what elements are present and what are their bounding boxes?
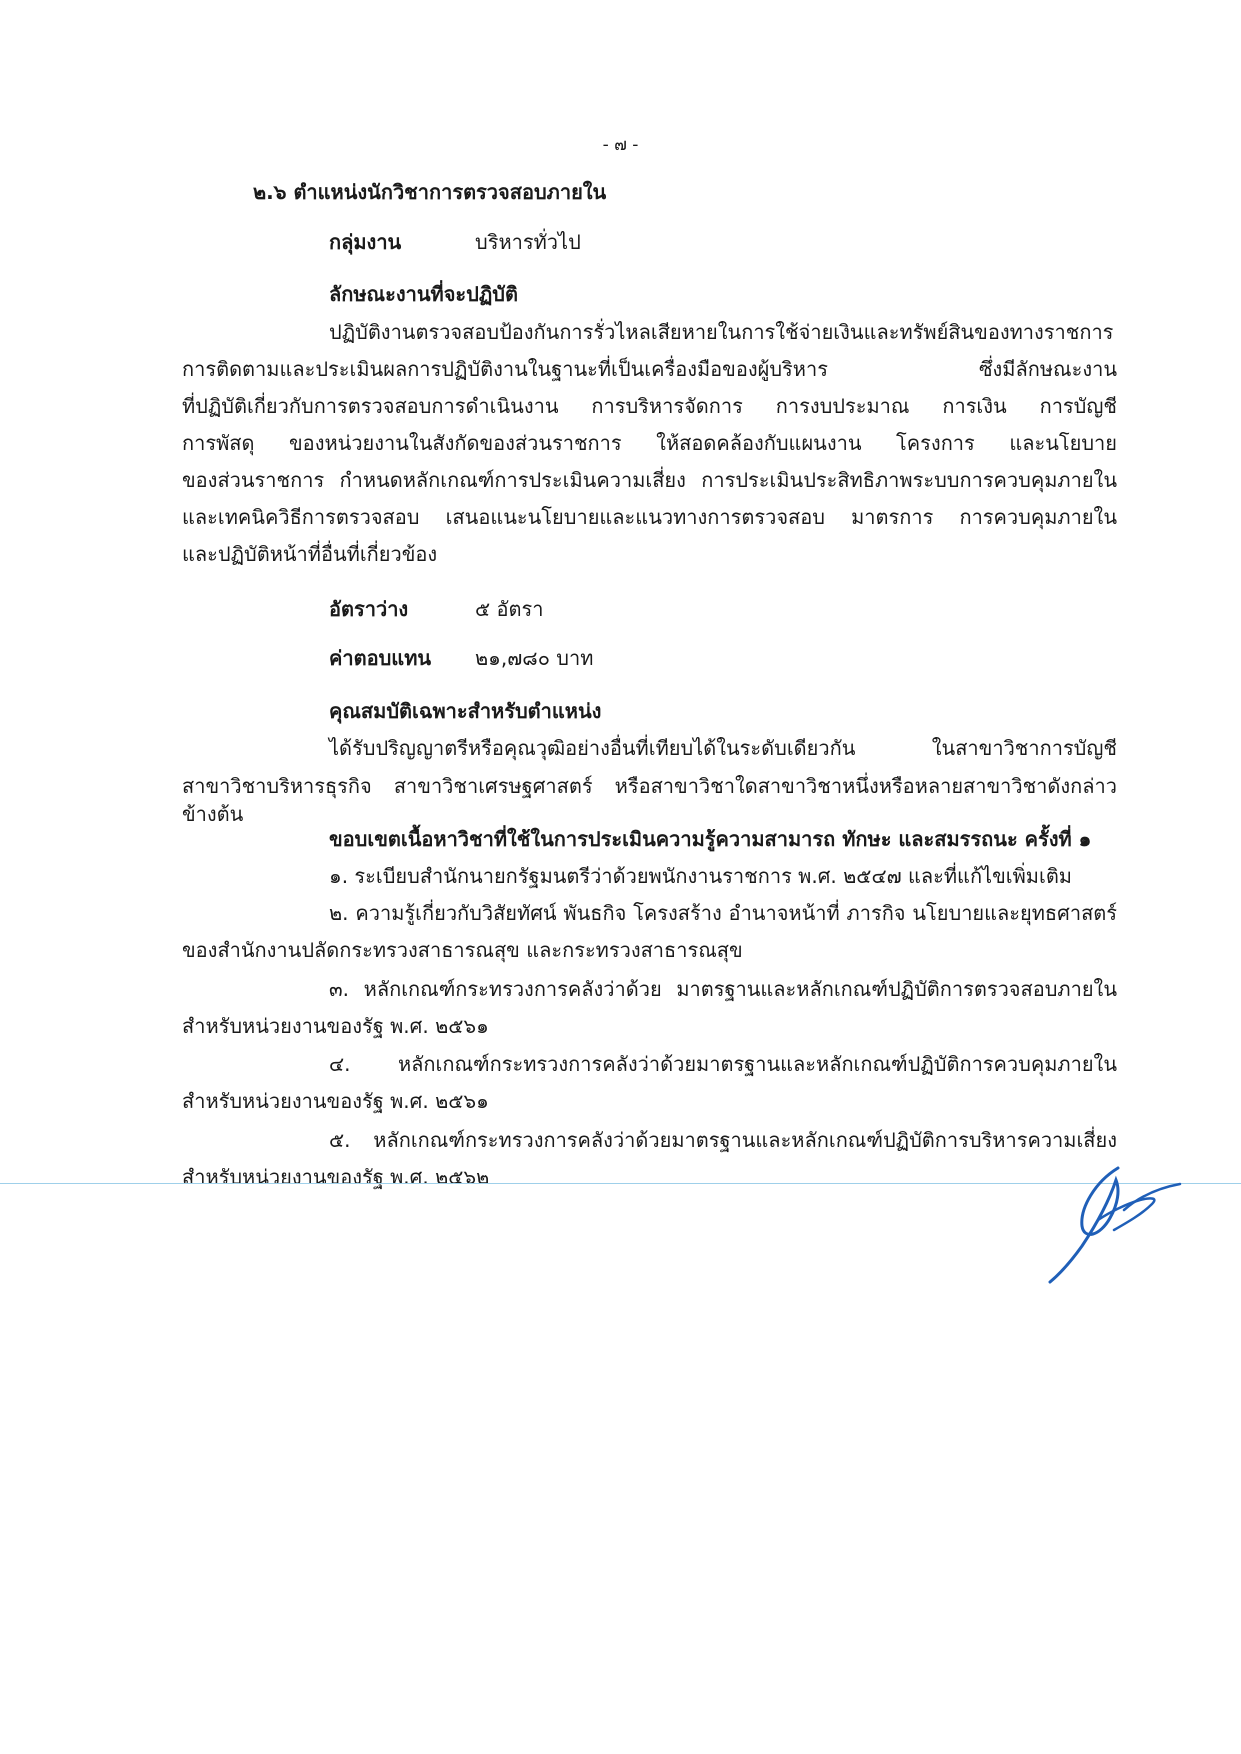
qualifications-line: ได้รับปริญญาตรีหรือคุณวุฒิอย่างอื่นที่เทียบได้ในระดับเดียวกัน ในสาขาวิชาการบัญชี xyxy=(329,736,1117,760)
signature-mark xyxy=(1040,1160,1190,1285)
salary-label: ค่าตอบแทน xyxy=(329,646,432,670)
duties-line: และเทคนิควิธีการตรวจสอบ เสนอแนะนโยบายและแนวทางการตรวจสอบ มาตรการ การควบคุมภายใน xyxy=(182,505,1117,529)
work-group-label: กลุ่มงาน xyxy=(329,230,402,254)
vacancies-value: ๕ อัตรา xyxy=(475,597,544,621)
scope-item: ๔. หลักเกณฑ์กระทรวงการคลังว่าด้วยมาตรฐานและหลักเกณฑ์ปฏิบัติการควบคุมภายใน xyxy=(329,1052,1117,1076)
salary-value: ๒๑,๗๘๐ บาท xyxy=(475,646,594,670)
duties-line: การติดตามและประเมินผลการปฏิบัติงานในฐานะที่เป็นเครื่องมือของผู้บริหาร ซึ่งมีลักษณะงาน xyxy=(182,357,1117,381)
qualifications-line: สาขาวิชาบริหารธุรกิจ สาขาวิชาเศรษฐศาสตร์ หรือสาขาวิชาใดสาขาวิชาหนึ่งหรือหลายสาขาวิชาดังกล่าวข้างต้น xyxy=(182,774,1117,826)
work-group-value: บริหารทั่วไป xyxy=(475,230,581,254)
duties-line: ปฏิบัติงานตรวจสอบป้องกันการรั่วไหลเสียหายในการใช้จ่ายเงินและทรัพย์สินของทางราชการ xyxy=(329,320,1114,344)
section-heading: ๒.๖ ตำแหน่งนักวิชาการตรวจสอบภายใน xyxy=(253,180,607,204)
qualifications-heading: คุณสมบัติเฉพาะสำหรับตำแหน่ง xyxy=(329,699,602,723)
scope-item-continuation: สำหรับหน่วยงานของรัฐ พ.ศ. ๒๕๖๑ xyxy=(182,1014,489,1038)
duties-line: ของส่วนราชการ กำหนดหลักเกณฑ์การประเมินความเสี่ยง การประเมินประสิทธิภาพระบบการควบคุมภายใน xyxy=(182,468,1117,492)
scope-heading: ขอบเขตเนื้อหาวิชาที่ใช้ในการประเมินความรู้ความสามารถ ทักษะ และสมรรถนะ ครั้งที่ ๑ xyxy=(329,827,1092,851)
scope-item: ๒. ความรู้เกี่ยวกับวิสัยทัศน์ พันธกิจ โครงสร้าง อำนาจหน้าที่ ภารกิจ นโยบายและยุทธศาสตร์ xyxy=(329,901,1117,925)
scope-item-continuation: ของสำนักงานปลัดกระทรวงสาธารณสุข และกระทรวงสาธารณสุข xyxy=(182,938,743,962)
scope-item: ๓. หลักเกณฑ์กระทรวงการคลังว่าด้วย มาตรฐานและหลักเกณฑ์ปฏิบัติการตรวจสอบภายใน xyxy=(329,977,1117,1001)
scope-item-continuation: สำหรับหน่วยงานของรัฐ พ.ศ. ๒๕๖๑ xyxy=(182,1089,489,1113)
vacancies-label: อัตราว่าง xyxy=(329,597,409,621)
page-number: - ๗ - xyxy=(602,135,639,155)
scope-item: ๑. ระเบียบสำนักนายกรัฐมนตรีว่าด้วยพนักงานราชการ พ.ศ. ๒๕๔๗ และที่แก้ไขเพิ่มเติม xyxy=(329,864,1072,888)
duties-line: การพัสดุ ของหน่วยงานในสังกัดของส่วนราชการ ให้สอดคล้องกับแผนงาน โครงการ และนโยบาย xyxy=(182,431,1117,455)
duties-line: และปฏิบัติหน้าที่อื่นที่เกี่ยวข้อง xyxy=(182,542,438,566)
scope-item-continuation: สำหรับหน่วยงานของรัฐ พ.ศ. ๒๕๖๒ xyxy=(182,1165,490,1189)
scope-item: ๕. หลักเกณฑ์กระทรวงการคลังว่าด้วยมาตรฐานและหลักเกณฑ์ปฏิบัติการบริหารความเสี่ยง xyxy=(329,1128,1117,1152)
duties-line: ที่ปฏิบัติเกี่ยวกับการตรวจสอบการดำเนินงาน การบริหารจัดการ การงบประมาณ การเงิน การบัญชี xyxy=(182,394,1117,418)
duties-heading: ลักษณะงานที่จะปฏิบัติ xyxy=(329,282,518,306)
